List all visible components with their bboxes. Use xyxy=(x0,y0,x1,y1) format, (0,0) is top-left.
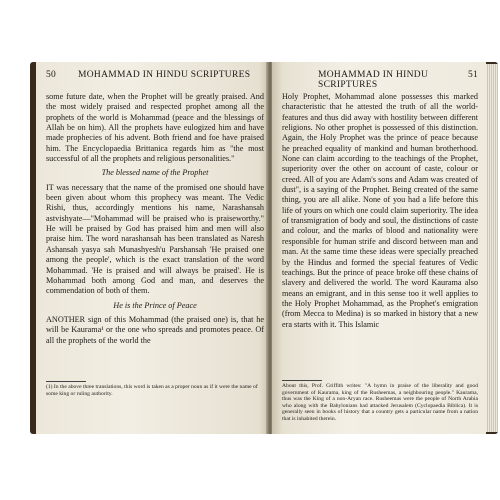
left-footnote: (1) In the above three translations, this word is taken as a proper noun as if it were the name of some king or ruling authority. xyxy=(46,384,258,397)
left-paragraph: IT was necessary that the name of the promised one should have been given about whom this prophecy was meant. The Vedic Rishi, thus, accordingly mentions his name, Narashansah astvishyate—"Mohammad will be praised who is praiseworthy." He will be praised by God has praised him and men will also praise him. The word narashansah has been translated as Naresh Ashansah yasya sah Munashyesh'u Parshansah 'He praised one among the people', which is the exact translation of the word Mohammad. 'He is praised and will always be praised'. He is Mohammad both among God and man, and deserves the commendation of both of them. xyxy=(46,182,264,296)
right-footnote: About this, Prof. Griffith writes: "A hymn in praise of the liberality and good government of Kaurama, king of the Rusheemas, a neighbouring people." Kaurama, thus was the King of a non-Aryan race. Rusheemas were the people of North Arabia who along with the Babylonians had attacked Jerusalem (Cyclopaedia Biblica). It is generally seen in books of history that a country gets a particular name from a nation that is inhabited therein. xyxy=(282,383,478,422)
section-heading-blessed-name: The blessed name of the Prophet xyxy=(101,168,209,178)
left-running-head: MOHAMMAD IN HINDU SCRIPTURES xyxy=(78,70,251,80)
left-page xyxy=(36,62,268,434)
right-page-number: 51 xyxy=(468,70,479,80)
left-page-number: 50 xyxy=(46,70,57,80)
right-body xyxy=(282,92,478,330)
left-paragraph: some future date, when the Prophet will be greatly praised. And the most widely praised and respected prophet among all the prophets of the world is Mohammad (peace and the blessings of Allah be on him). All the prophets have eulogized him and have made prophecies of his advent. Both friend and foe have praised him. The Encyclopaedia Brittanica regards him as "the most successful of all the prophets and religious personalities." xyxy=(46,92,264,164)
right-running-head: MOHAMMAD IN HINDU SCRIPTURES xyxy=(318,70,429,90)
section-heading-prince-of-peace: He is the Prince of Peace xyxy=(113,300,197,310)
open-book xyxy=(30,62,498,434)
right-paragraph: Holy Prophet, Mohammad alone possesses this marked characteristic that he attested the truth of all the world-features and thus did away with hostility between different religions. No other prophet is possessed of this distinction. Again, the Holy Prophet was the prince of peace because he preached equality of mankind and human brotherhood. None can claim according to the teachings of the Prophet, superiority over the other on account of caste, colour or creed. All of you are Adam's sons and Adam was created of dust", is a saying of the Prophet. Being created of the same thing, you are all alike. None of you had a life before this life of yours on which one could claim superiority. The idea of transmigration of body and soul, the distinctions of caste and colour, and the marks of blood and nationality were responsible for human strife and discord between man and man. At the same time these ideas were specially preached by the Hindus and formed the special features of Vedic teachings. But the prince of peace broke off these chains of slavery and delivered the world. The word Kaurama also means an emigrant, and in this sense too it well applies to the Holy Prophet Mohammad, as the Prophet's emigration (from Mecca to Medina) is so marked in history that a new era starts with it. This Islamic xyxy=(282,92,478,329)
right-footnote-rule xyxy=(282,380,322,381)
left-paragraph: ANOTHER sign of this Mohammad (the praised one) is, that he will be Kaurama¹ or the one who spreads and promotes peace. Of all the prophets of the world the xyxy=(46,314,264,345)
left-body xyxy=(46,92,264,346)
page-edges xyxy=(486,64,498,432)
right-page xyxy=(272,62,486,434)
left-footnote-rule xyxy=(46,381,86,382)
